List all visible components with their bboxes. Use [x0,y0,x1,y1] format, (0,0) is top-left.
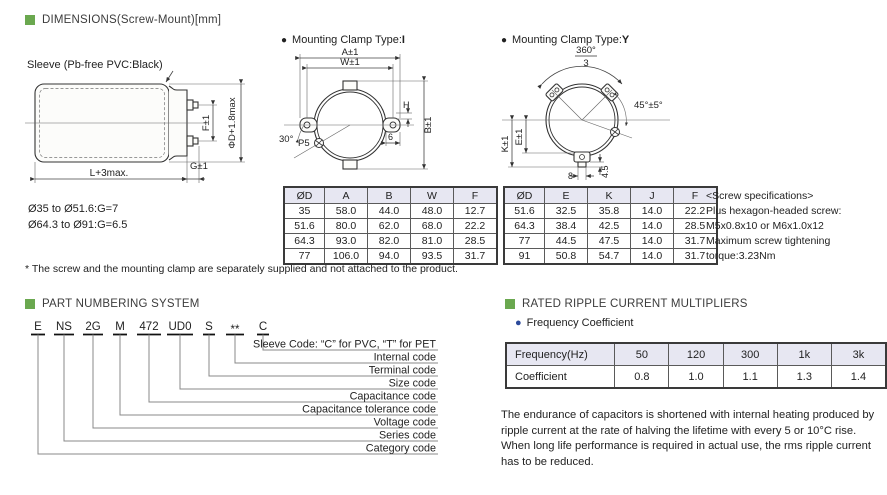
cell: 91 [504,249,545,265]
clamp-footnote: * The screw and the mounting clamp are separately supplied and not attached to the product. [25,263,458,275]
svg-text:3: 3 [583,58,589,69]
code: M [115,321,125,333]
g-dimension-notes [28,201,127,233]
svg-text:F±1: F±1 [201,114,212,132]
cell: 51.6 [284,219,325,234]
ripple-section-header [505,298,748,310]
cell: 50.8 [545,249,588,265]
cell: 14.0 [631,204,674,219]
cell: 93.5 [411,249,454,265]
dimensions-section-header [25,14,221,26]
cell: 58.0 [325,204,368,219]
clamp-type-y-drawing [498,44,713,186]
col-header: J [631,187,674,204]
dim-f [198,105,217,141]
cell: 31.7 [674,234,718,249]
table-row [504,249,717,265]
angle-30-label: 30° [279,134,294,145]
cell: 1.1 [723,366,777,389]
code: UD0 [168,321,192,333]
cell: 35.8 [588,204,631,219]
cell: 120 [669,343,723,366]
cell: 64.3 [284,234,325,249]
table-header-row [506,343,886,366]
col-header: F [454,187,498,204]
code-label: Internal code [373,351,436,364]
cell: 31.7 [454,249,498,265]
table-row [506,366,886,389]
svg-text:K±1: K±1 [500,135,511,153]
row-header: Coefficient [506,366,615,389]
code: 472 [139,321,159,333]
table-row [504,234,717,249]
svg-text:E±1: E±1 [514,128,525,146]
cell: 54.7 [588,249,631,265]
cell: 62.0 [368,219,411,234]
cell: 81.0 [411,234,454,249]
cell: 93.0 [325,234,368,249]
code-label: Capacitance tolerance code [302,403,436,416]
green-square-icon [25,15,35,25]
ripple-title: RATED RIPPLE CURRENT MULTIPLIERS [522,298,748,310]
cell: 28.5 [454,234,498,249]
cell: 1.3 [777,366,831,389]
code: NS [56,321,72,333]
col-header: B [368,187,411,204]
cell: 50 [615,343,669,366]
svg-text:45°±5°: 45°±5° [634,100,663,111]
cell: 106.0 [325,249,368,265]
clamp-y-dimension-table [503,186,718,265]
cell: 1k [777,343,831,366]
svg-text:8: 8 [568,171,574,181]
code-label: Capacitance code [349,390,436,403]
sleeve-label: Sleeve (Pb-free PVC:Black) [27,59,163,71]
dim-8 [568,167,594,181]
green-square-icon [25,299,35,309]
cell: 77 [284,249,325,265]
code-label: Size code [388,377,436,390]
col-header: ØD [284,187,325,204]
clamp-y-heading: ● Mounting Clamp Type:Y [501,34,630,46]
code-label: Terminal code [368,364,436,377]
cell: 48.0 [411,204,454,219]
spec-line: <Screw specifications> [706,190,814,202]
dim-g-label: G±1 [190,161,208,172]
clamp-i-dimension-table [283,186,498,265]
g-note-line: Ø35 to Ø51.6:G=7 [28,203,119,215]
cell: 22.2 [454,219,498,234]
cell: 44.0 [368,204,411,219]
svg-text:B±1: B±1 [423,116,434,134]
code: 2G [85,321,101,333]
col-header: W [411,187,454,204]
clamp-type-i-drawing [278,46,486,186]
clamp-ring [545,83,619,167]
part-numbering-diagram [25,317,440,467]
cell: 14.0 [631,219,674,234]
cell: 14.0 [631,234,674,249]
table-row [504,204,717,219]
sleeve-leader-arrow [166,71,173,82]
spec-line: torque:3.23Nm [706,250,776,262]
code-label: Category code [365,442,436,455]
code: E [34,321,42,333]
spec-line: Plus hexagon-headed screw: [706,205,842,217]
dim-45deg [617,96,663,126]
cell: 31.7 [674,249,718,265]
table-header-row [504,187,717,204]
part-numbering-title: PART NUMBERING SYSTEM [42,298,200,310]
code-labels [253,339,436,455]
spec-line: M5x0.8x10 or M6x1.0x12 [706,220,824,232]
cell: 300 [723,343,777,366]
cell: 77 [504,234,545,249]
dim-6 [386,132,400,146]
col-header: E [545,187,588,204]
cell: 28.5 [674,219,718,234]
code-label: Series code [378,429,436,442]
cell: 22.2 [674,204,718,219]
cell: 12.7 [454,204,498,219]
cell: 44.5 [545,234,588,249]
svg-text:ΦD+1.8max: ΦD+1.8max [227,97,238,149]
cell: 47.5 [588,234,631,249]
frequency-coefficient-table [505,342,887,389]
table-row [504,219,717,234]
col-header: K [588,187,631,204]
col-header: A [325,187,368,204]
screw-specifications [706,189,884,264]
cell: 35 [284,204,325,219]
svg-text:6: 6 [388,132,394,142]
cell: 94.0 [368,249,411,265]
table-row [284,249,497,265]
cell: 68.0 [411,219,454,234]
cell: 1.0 [669,366,723,389]
code-label: Voltage code [373,416,436,429]
cell: 32.5 [545,204,588,219]
cell: 14.0 [631,249,674,265]
row-header: Frequency(Hz) [506,343,615,366]
table-row [284,219,497,234]
g-note-line: Ø64.3 to Ø91:G=6.5 [28,219,128,231]
svg-text:4.5: 4.5 [600,165,610,178]
cell: 64.3 [504,219,545,234]
cell: 80.0 [325,219,368,234]
svg-text:H: H [403,100,410,110]
green-square-icon [505,299,515,309]
cell: 82.0 [368,234,411,249]
code: ** [230,324,240,336]
table-header-row [284,187,497,204]
bullet-icon: ● [515,317,522,329]
code: S [205,321,213,333]
part-numbering-section-header [25,298,200,310]
dimensions-title: DIMENSIONS(Screw-Mount)[mm] [42,14,222,26]
col-header: ØD [504,187,545,204]
code-label: Sleeve Code: “C” for PVC, “T” for PET [253,338,436,351]
table-row [284,234,497,249]
cell: 42.5 [588,219,631,234]
capacitor-dimension-drawing [25,56,277,194]
bullet-icon: ● [501,35,508,46]
svg-text:L+3max.: L+3max. [89,168,129,179]
cell: 51.6 [504,204,545,219]
clamp-i-heading: ● Mounting Clamp Type:I [281,34,405,46]
endurance-paragraph: The endurance of capacitors is shortened with internal heating produced by ripple current at the rate of halving the lifetime with every 5 or 10°C rise. When long life performance is required in actual use, the rms ripple current has to be reduced. [501,409,875,468]
table-row [284,204,497,219]
p5-label: P5 [298,138,310,149]
code: C [258,321,268,333]
cell: 38.4 [545,219,588,234]
svg-text:A±1: A±1 [341,47,359,58]
cell: 0.8 [615,366,669,389]
svg-text:360°: 360° [576,45,596,56]
cell: 1.4 [831,366,886,389]
dim-120deg-arc [542,45,622,84]
col-header: F [674,187,718,204]
bullet-icon: ● [281,35,288,46]
spec-line: Maximum screw tightening [706,235,831,247]
svg-text:W±1: W±1 [340,57,360,68]
frequency-coefficient-heading: ● Frequency Coefficient [515,317,634,329]
cell: 3k [831,343,886,366]
